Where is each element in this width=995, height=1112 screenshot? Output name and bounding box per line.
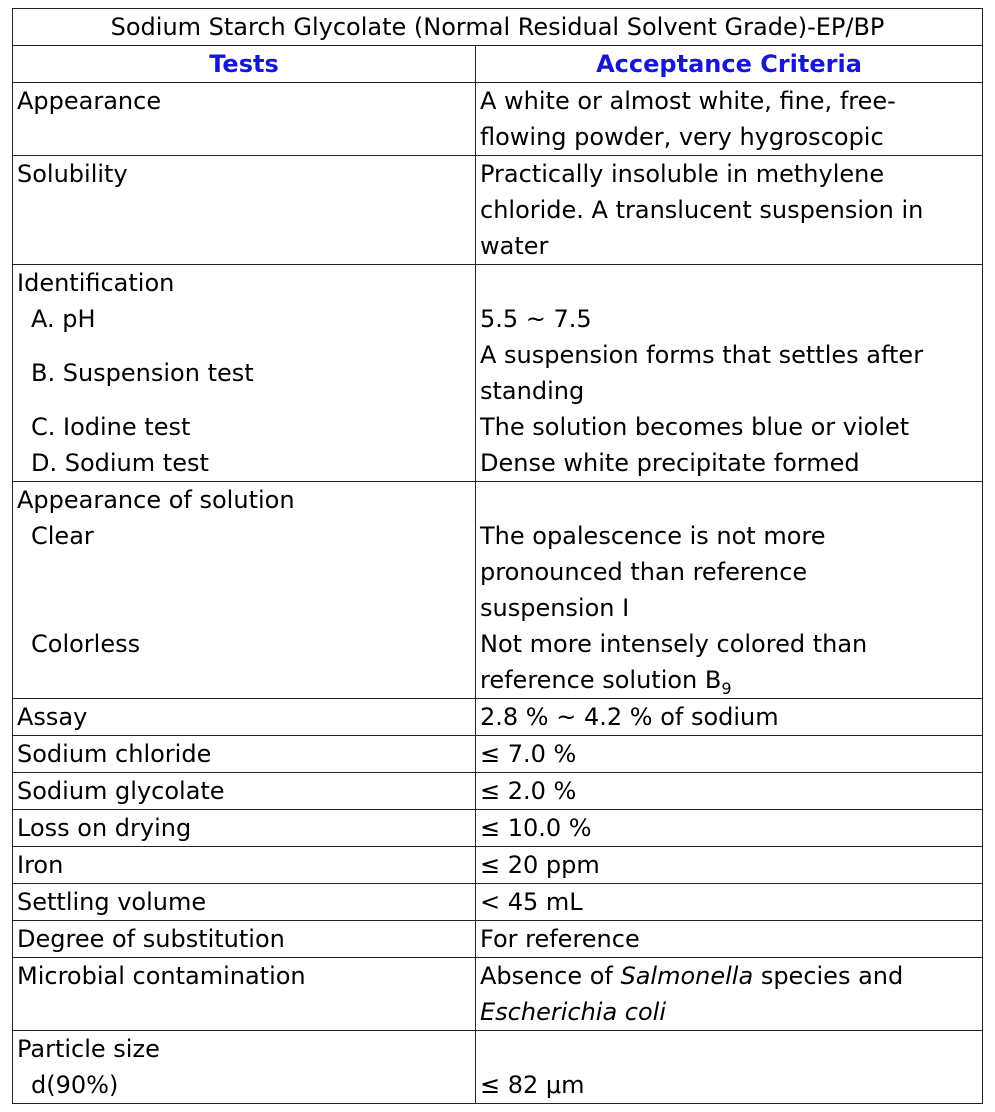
test-name-cell	[13, 482, 476, 699]
criteria-cell	[476, 958, 983, 1031]
header-row	[13, 46, 983, 83]
table-row-sodium-chloride	[13, 736, 983, 773]
criteria-text: The solution becomes blue or violet	[480, 413, 910, 441]
spacer	[480, 1031, 978, 1067]
test-name: Loss on drying	[13, 810, 476, 847]
table-row-assay	[13, 699, 983, 736]
test-name: Appearance of solution	[17, 486, 295, 514]
criteria-text: The opalescence is not more	[480, 522, 826, 550]
test-name: Degree of substitution	[13, 921, 476, 958]
criteria-text: 2.8 % ~ 4.2 % of sodium	[476, 699, 983, 736]
criteria-cell	[476, 156, 983, 265]
organism-name: Escherichia coli	[480, 998, 666, 1026]
test-name: Assay	[13, 699, 476, 736]
test-name: Appearance	[13, 83, 476, 156]
criteria-text: A suspension forms that settles after	[480, 341, 924, 369]
criteria-text: ≤ 2.0 %	[476, 773, 983, 810]
spacer	[480, 265, 978, 301]
criteria-text: ≤ 10.0 %	[476, 810, 983, 847]
test-name: Identification	[17, 269, 175, 297]
table-title: Sodium Starch Glycolate (Normal Residual Solvent Grade)-EP/BP	[13, 9, 983, 46]
specification-table	[12, 8, 983, 1104]
criteria-text: water	[480, 232, 549, 260]
test-name: Microbial contamination	[13, 958, 476, 1031]
criteria-text: A white or almost white, fine, free-	[480, 87, 896, 115]
criteria-text: pronounced than reference	[480, 558, 808, 586]
spacer	[480, 482, 978, 518]
table-row-iron	[13, 847, 983, 884]
test-name: Sodium chloride	[13, 736, 476, 773]
criteria-text: < 45 mL	[476, 884, 983, 921]
tests-header: Tests	[13, 46, 476, 83]
test-name: Sodium glycolate	[13, 773, 476, 810]
criteria-cell	[476, 265, 983, 482]
test-name: Particle size	[17, 1035, 160, 1063]
title-row	[13, 9, 983, 46]
test-name: Iron	[13, 847, 476, 884]
subtest-label: B. Suspension test	[31, 359, 254, 387]
subtest-label: Clear	[31, 522, 94, 550]
table-row-appearance	[13, 83, 983, 156]
subtest-label: D. Sodium test	[31, 449, 209, 477]
criteria-cell	[476, 482, 983, 699]
subtest-label: d(90%)	[31, 1071, 119, 1099]
spacer	[17, 554, 471, 590]
table-row-loss-on-drying	[13, 810, 983, 847]
criteria-text: species and	[753, 962, 904, 990]
criteria-text: suspension I	[480, 594, 630, 622]
test-name: Solubility	[13, 156, 476, 265]
table-row-sodium-glycolate	[13, 773, 983, 810]
table-row-settling-volume	[13, 884, 983, 921]
criteria-cell	[476, 1031, 983, 1104]
spacer	[17, 590, 471, 626]
subscript: 9	[721, 679, 732, 698]
criteria-header: Acceptance Criteria	[476, 46, 983, 83]
criteria-text-line	[480, 662, 978, 698]
criteria-text: flowing powder, very hygroscopic	[480, 123, 884, 151]
criteria-text-line	[480, 958, 978, 994]
criteria-text: standing	[480, 377, 585, 405]
criteria-text: Not more intensely colored than	[480, 630, 868, 658]
table-row-particle-size	[13, 1031, 983, 1104]
criteria-text: ≤ 20 ppm	[476, 847, 983, 884]
test-name-cell	[13, 265, 476, 482]
criteria-text: ≤ 7.0 %	[476, 736, 983, 773]
spec-sheet	[12, 8, 982, 1104]
criteria-text: Practically insoluble in methylene	[480, 160, 885, 188]
table-row-identification	[13, 265, 983, 482]
subtest-label: C. Iodine test	[31, 413, 191, 441]
subtest-label: Colorless	[31, 630, 141, 658]
test-name-cell	[13, 1031, 476, 1104]
test-name: Settling volume	[13, 884, 476, 921]
criteria-text: Absence of	[480, 962, 621, 990]
criteria-text: For reference	[476, 921, 983, 958]
criteria-text: Dense white precipitate formed	[480, 449, 860, 477]
criteria-text: reference solution B	[480, 666, 722, 694]
organism-name: Salmonella	[620, 962, 754, 990]
subtest-label: A. pH	[31, 305, 96, 333]
spacer	[17, 662, 471, 698]
table-row-solubility	[13, 156, 983, 265]
table-row-degree-of-substitution	[13, 921, 983, 958]
criteria-text: 5.5 ~ 7.5	[480, 305, 592, 333]
criteria-cell	[476, 83, 983, 156]
criteria-text: chloride. A translucent suspension in	[480, 196, 924, 224]
table-row-appearance-of-solution	[13, 482, 983, 699]
table-row-microbial-contamination	[13, 958, 983, 1031]
criteria-text: ≤ 82 μm	[480, 1071, 585, 1099]
